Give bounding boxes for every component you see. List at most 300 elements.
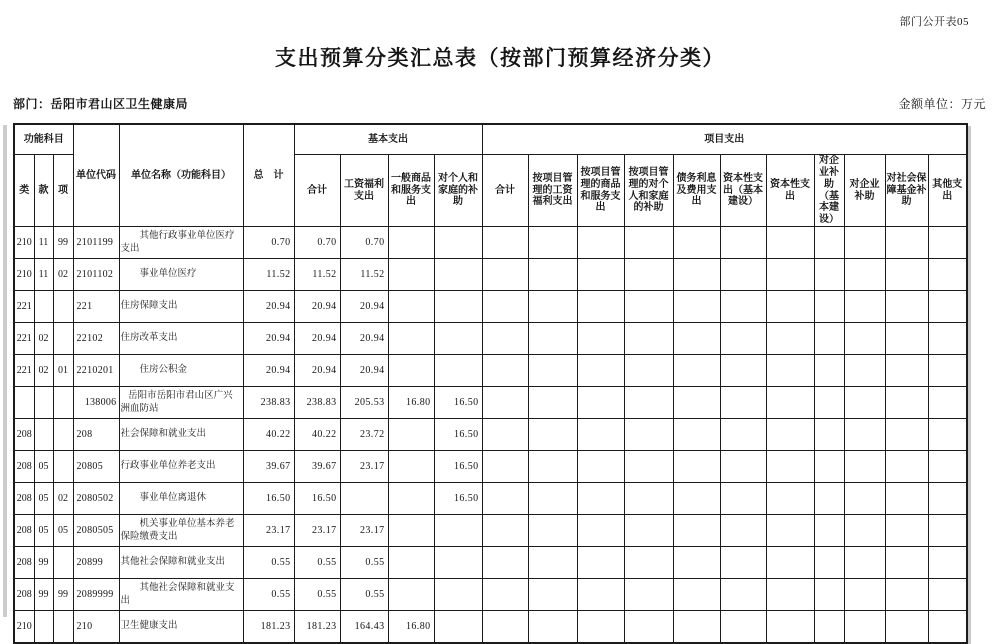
cell-section-code: 02 bbox=[34, 355, 53, 387]
table-row bbox=[14, 483, 967, 515]
cell-value bbox=[814, 483, 844, 515]
cell-value bbox=[885, 387, 928, 419]
cell-section-code: 05 bbox=[34, 451, 53, 483]
cell-value bbox=[624, 227, 673, 259]
cell-value bbox=[766, 227, 814, 259]
table-row bbox=[14, 259, 967, 291]
cell-value: 20.94 bbox=[340, 355, 388, 387]
cell-item-code: 05 bbox=[53, 515, 73, 547]
cell-unit-name: 岳阳市岳阳市君山区广兴洲血防站 bbox=[119, 387, 243, 419]
cell-value bbox=[388, 355, 434, 387]
cell-value bbox=[528, 387, 577, 419]
col-header-unit-name: 单位名称（功能科目） bbox=[119, 124, 243, 227]
cell-value bbox=[766, 259, 814, 291]
cell-value bbox=[928, 355, 967, 387]
cell-value bbox=[844, 419, 885, 451]
cell-unit-name: 社会保障和就业支出 bbox=[119, 419, 243, 451]
cell-value bbox=[388, 483, 434, 515]
cell-class-code: 208 bbox=[14, 419, 34, 451]
col-group-project-expenditure: 项目支出 bbox=[482, 124, 967, 155]
cell-class-code: 210 bbox=[14, 227, 34, 259]
cell-class-code: 221 bbox=[14, 355, 34, 387]
cell-value: 16.50 bbox=[434, 387, 482, 419]
cell-value bbox=[844, 579, 885, 611]
cell-value bbox=[388, 547, 434, 579]
table-row bbox=[14, 323, 967, 355]
cell-value bbox=[577, 579, 624, 611]
cell-value bbox=[673, 483, 720, 515]
cell-value: 181.23 bbox=[243, 611, 294, 644]
cell-value bbox=[928, 387, 967, 419]
cell-value bbox=[528, 291, 577, 323]
cell-class-code: 221 bbox=[14, 291, 34, 323]
cell-value bbox=[434, 579, 482, 611]
cell-value bbox=[528, 323, 577, 355]
cell-value: 39.67 bbox=[243, 451, 294, 483]
cell-value: 0.55 bbox=[243, 579, 294, 611]
table-row bbox=[14, 451, 967, 483]
cell-section-code: 99 bbox=[34, 547, 53, 579]
table-row bbox=[14, 227, 967, 259]
cell-unit-name: 住房改革支出 bbox=[119, 323, 243, 355]
cell-value bbox=[482, 355, 528, 387]
cell-value: 20.94 bbox=[294, 291, 340, 323]
cell-value bbox=[482, 291, 528, 323]
cell-value bbox=[766, 579, 814, 611]
cell-value: 11.52 bbox=[243, 259, 294, 291]
cell-value bbox=[720, 387, 766, 419]
cell-unit-name: 行政事业单位养老支出 bbox=[119, 451, 243, 483]
cell-value bbox=[928, 515, 967, 547]
cell-value bbox=[434, 611, 482, 644]
cell-item-code bbox=[53, 419, 73, 451]
cell-value bbox=[528, 483, 577, 515]
cell-value: 20.94 bbox=[340, 291, 388, 323]
cell-value bbox=[482, 579, 528, 611]
cell-value bbox=[482, 483, 528, 515]
col-header-project-social-security-fund-subsidy: 对社会保障基金补助 bbox=[885, 155, 928, 227]
cell-value bbox=[482, 611, 528, 644]
cell-value bbox=[577, 323, 624, 355]
cell-value bbox=[928, 259, 967, 291]
col-header-grand-total: 总 计 bbox=[243, 124, 294, 227]
cell-value bbox=[577, 387, 624, 419]
cell-value bbox=[766, 355, 814, 387]
cell-value bbox=[928, 419, 967, 451]
cell-section-code bbox=[34, 611, 53, 644]
cell-unit-code: 20899 bbox=[73, 547, 119, 579]
cell-value bbox=[720, 579, 766, 611]
cell-value bbox=[624, 419, 673, 451]
cell-value bbox=[814, 259, 844, 291]
page-edge-shadow bbox=[3, 125, 7, 617]
cell-value bbox=[928, 291, 967, 323]
cell-value bbox=[434, 291, 482, 323]
cell-value bbox=[482, 323, 528, 355]
col-header-basic-salary-welfare: 工资福利支出 bbox=[340, 155, 388, 227]
cell-item-code: 01 bbox=[53, 355, 73, 387]
cell-value bbox=[928, 611, 967, 644]
cell-value bbox=[720, 515, 766, 547]
page-title: 支出预算分类汇总表（按部门预算经济分类） bbox=[275, 47, 725, 70]
cell-value bbox=[814, 355, 844, 387]
cell-value: 20.94 bbox=[243, 355, 294, 387]
cell-section-code bbox=[34, 387, 53, 419]
col-header-basic-goods-services: 一般商品和服务支出 bbox=[388, 155, 434, 227]
cell-value bbox=[577, 451, 624, 483]
cell-value: 0.55 bbox=[340, 579, 388, 611]
cell-value bbox=[720, 323, 766, 355]
cell-unit-name: 其他社会保障和就业支出 bbox=[119, 579, 243, 611]
cell-value bbox=[340, 483, 388, 515]
cell-value bbox=[624, 611, 673, 644]
cell-value bbox=[528, 547, 577, 579]
cell-class-code: 210 bbox=[14, 259, 34, 291]
cell-value: 11.52 bbox=[294, 259, 340, 291]
cell-value bbox=[885, 611, 928, 644]
cell-value bbox=[720, 227, 766, 259]
cell-value bbox=[766, 451, 814, 483]
cell-value bbox=[885, 259, 928, 291]
cell-value bbox=[673, 387, 720, 419]
cell-item-code bbox=[53, 547, 73, 579]
cell-value bbox=[482, 451, 528, 483]
cell-unit-code: 2210201 bbox=[73, 355, 119, 387]
col-header-basic-personal-family: 对个人和家庭的补助 bbox=[434, 155, 482, 227]
cell-value bbox=[885, 291, 928, 323]
col-header-section: 款 bbox=[34, 155, 53, 227]
cell-value bbox=[766, 419, 814, 451]
cell-unit-code: 20805 bbox=[73, 451, 119, 483]
table-row bbox=[14, 515, 967, 547]
col-header-class: 类 bbox=[14, 155, 34, 227]
cell-value bbox=[482, 515, 528, 547]
cell-value: 11.52 bbox=[340, 259, 388, 291]
cell-value bbox=[814, 387, 844, 419]
cell-value bbox=[624, 387, 673, 419]
cell-value bbox=[482, 419, 528, 451]
cell-value bbox=[673, 611, 720, 644]
cell-unit-code: 210 bbox=[73, 611, 119, 644]
budget-table bbox=[13, 123, 968, 644]
cell-class-code: 208 bbox=[14, 579, 34, 611]
cell-class-code: 210 bbox=[14, 611, 34, 644]
cell-value bbox=[928, 451, 967, 483]
cell-value: 23.17 bbox=[340, 515, 388, 547]
cell-value bbox=[577, 259, 624, 291]
cell-value bbox=[482, 259, 528, 291]
cell-value bbox=[885, 483, 928, 515]
cell-value bbox=[673, 515, 720, 547]
cell-value bbox=[766, 291, 814, 323]
cell-value bbox=[528, 259, 577, 291]
cell-unit-name: 其他行政事业单位医疗支出 bbox=[119, 227, 243, 259]
cell-section-code: 05 bbox=[34, 515, 53, 547]
col-header-project-debt-interest: 债务利息及费用支出 bbox=[673, 155, 720, 227]
cell-value bbox=[577, 227, 624, 259]
cell-value: 16.50 bbox=[434, 483, 482, 515]
cell-class-code: 208 bbox=[14, 547, 34, 579]
cell-value: 20.94 bbox=[294, 323, 340, 355]
cell-value bbox=[766, 515, 814, 547]
col-header-unit-code: 单位代码 bbox=[73, 124, 119, 227]
cell-value bbox=[577, 355, 624, 387]
cell-unit-code: 2101199 bbox=[73, 227, 119, 259]
cell-unit-name: 事业单位医疗 bbox=[119, 259, 243, 291]
cell-value bbox=[814, 579, 844, 611]
cell-item-code: 02 bbox=[53, 483, 73, 515]
table-row bbox=[14, 291, 967, 323]
cell-item-code bbox=[53, 323, 73, 355]
cell-value: 0.55 bbox=[294, 547, 340, 579]
cell-value bbox=[766, 611, 814, 644]
col-header-project-personal-family: 按项目管理的对个人和家庭的补助 bbox=[624, 155, 673, 227]
cell-value bbox=[928, 547, 967, 579]
cell-item-code: 99 bbox=[53, 227, 73, 259]
cell-value bbox=[528, 579, 577, 611]
cell-value bbox=[766, 323, 814, 355]
cell-value bbox=[844, 515, 885, 547]
cell-section-code: 11 bbox=[34, 227, 53, 259]
cell-value: 20.94 bbox=[340, 323, 388, 355]
col-header-project-goods-services: 按项目管理的商品和服务支出 bbox=[577, 155, 624, 227]
cell-section-code: 05 bbox=[34, 483, 53, 515]
cell-value bbox=[673, 419, 720, 451]
cell-value: 23.17 bbox=[340, 451, 388, 483]
cell-value bbox=[844, 483, 885, 515]
cell-unit-code: 2101102 bbox=[73, 259, 119, 291]
cell-value bbox=[624, 483, 673, 515]
cell-value bbox=[434, 227, 482, 259]
cell-value bbox=[388, 451, 434, 483]
cell-value bbox=[928, 227, 967, 259]
col-header-item: 项 bbox=[53, 155, 73, 227]
cell-value bbox=[814, 323, 844, 355]
cell-value bbox=[885, 515, 928, 547]
col-header-project-other: 其他支出 bbox=[928, 155, 967, 227]
cell-value bbox=[528, 419, 577, 451]
budget-table-wrap bbox=[13, 123, 966, 644]
cell-value: 164.43 bbox=[340, 611, 388, 644]
doc-sheet-label: 部门公开表05 bbox=[899, 16, 969, 28]
cell-value: 238.83 bbox=[294, 387, 340, 419]
table-row bbox=[14, 419, 967, 451]
cell-value: 20.94 bbox=[294, 355, 340, 387]
cell-value bbox=[844, 387, 885, 419]
cell-value bbox=[624, 547, 673, 579]
cell-value bbox=[482, 387, 528, 419]
cell-value bbox=[388, 323, 434, 355]
col-header-basic-total: 合计 bbox=[294, 155, 340, 227]
cell-value bbox=[388, 515, 434, 547]
cell-value bbox=[577, 291, 624, 323]
cell-value bbox=[885, 547, 928, 579]
cell-unit-code: 22102 bbox=[73, 323, 119, 355]
col-header-project-salary-welfare: 按项目管理的工资福利支出 bbox=[528, 155, 577, 227]
cell-item-code bbox=[53, 291, 73, 323]
cell-value bbox=[528, 451, 577, 483]
cell-value bbox=[528, 611, 577, 644]
cell-value: 16.50 bbox=[434, 419, 482, 451]
cell-value: 238.83 bbox=[243, 387, 294, 419]
cell-value bbox=[434, 547, 482, 579]
col-header-project-capital: 资本性支出 bbox=[766, 155, 814, 227]
cell-unit-code: 221 bbox=[73, 291, 119, 323]
cell-value bbox=[624, 515, 673, 547]
cell-value bbox=[388, 227, 434, 259]
cell-value bbox=[928, 579, 967, 611]
cell-value bbox=[720, 419, 766, 451]
cell-value bbox=[388, 291, 434, 323]
cell-item-code: 02 bbox=[53, 259, 73, 291]
table-row bbox=[14, 387, 967, 419]
cell-value bbox=[673, 579, 720, 611]
cell-value bbox=[577, 611, 624, 644]
cell-value: 23.72 bbox=[340, 419, 388, 451]
table-row bbox=[14, 579, 967, 611]
cell-value bbox=[844, 227, 885, 259]
amount-unit-label: 金额单位：万元 bbox=[898, 97, 986, 111]
cell-section-code bbox=[34, 419, 53, 451]
cell-value: 0.70 bbox=[340, 227, 388, 259]
cell-value bbox=[388, 259, 434, 291]
cell-value: 205.53 bbox=[340, 387, 388, 419]
cell-value bbox=[482, 227, 528, 259]
cell-value bbox=[528, 355, 577, 387]
cell-value: 16.50 bbox=[243, 483, 294, 515]
cell-unit-name: 住房公积金 bbox=[119, 355, 243, 387]
cell-value bbox=[720, 483, 766, 515]
cell-value bbox=[766, 547, 814, 579]
header-group-row bbox=[14, 124, 967, 155]
cell-value bbox=[766, 483, 814, 515]
cell-section-code: 02 bbox=[34, 323, 53, 355]
cell-value bbox=[673, 227, 720, 259]
cell-class-code: 208 bbox=[14, 483, 34, 515]
cell-value bbox=[624, 355, 673, 387]
cell-unit-code: 138006 bbox=[73, 387, 119, 419]
cell-item-code bbox=[53, 611, 73, 644]
cell-value: 0.70 bbox=[294, 227, 340, 259]
cell-unit-name: 其他社会保障和就业支出 bbox=[119, 547, 243, 579]
cell-value bbox=[673, 451, 720, 483]
cell-class-code: 208 bbox=[14, 515, 34, 547]
cell-value bbox=[814, 419, 844, 451]
col-group-functional-subject: 功能科目 bbox=[14, 124, 73, 155]
table-row bbox=[14, 355, 967, 387]
cell-class-code bbox=[14, 387, 34, 419]
cell-unit-name: 事业单位离退休 bbox=[119, 483, 243, 515]
cell-value bbox=[388, 419, 434, 451]
cell-value bbox=[673, 355, 720, 387]
cell-item-code: 99 bbox=[53, 579, 73, 611]
cell-value: 0.55 bbox=[294, 579, 340, 611]
table-row bbox=[14, 547, 967, 579]
cell-value bbox=[434, 323, 482, 355]
cell-value: 23.17 bbox=[243, 515, 294, 547]
cell-value: 0.55 bbox=[340, 547, 388, 579]
cell-unit-name: 卫生健康支出 bbox=[119, 611, 243, 644]
cell-value bbox=[766, 387, 814, 419]
col-header-project-capital-basic-construction: 资本性支出（基本建设） bbox=[720, 155, 766, 227]
cell-value bbox=[928, 483, 967, 515]
cell-value: 0.70 bbox=[243, 227, 294, 259]
col-header-project-enterprise-subsidy-basic-construction: 对企业补助（基本建设） bbox=[814, 155, 844, 227]
cell-value bbox=[814, 291, 844, 323]
cell-value bbox=[814, 547, 844, 579]
cell-value: 16.50 bbox=[434, 451, 482, 483]
cell-value bbox=[844, 291, 885, 323]
cell-value bbox=[885, 355, 928, 387]
cell-value bbox=[673, 323, 720, 355]
cell-value bbox=[885, 227, 928, 259]
cell-section-code: 11 bbox=[34, 259, 53, 291]
cell-section-code bbox=[34, 291, 53, 323]
cell-unit-code: 2089999 bbox=[73, 579, 119, 611]
col-header-project-enterprise-subsidy: 对企业补助 bbox=[844, 155, 885, 227]
cell-value bbox=[673, 259, 720, 291]
cell-value bbox=[720, 611, 766, 644]
cell-value bbox=[928, 323, 967, 355]
cell-value: 181.23 bbox=[294, 611, 340, 644]
cell-value bbox=[720, 259, 766, 291]
cell-value: 23.17 bbox=[294, 515, 340, 547]
cell-value bbox=[885, 451, 928, 483]
cell-value bbox=[434, 515, 482, 547]
cell-unit-code: 2080502 bbox=[73, 483, 119, 515]
cell-value: 16.80 bbox=[388, 611, 434, 644]
cell-value bbox=[844, 547, 885, 579]
cell-item-code bbox=[53, 451, 73, 483]
cell-value bbox=[577, 515, 624, 547]
cell-value bbox=[624, 291, 673, 323]
cell-item-code bbox=[53, 387, 73, 419]
cell-section-code: 99 bbox=[34, 579, 53, 611]
cell-value bbox=[673, 291, 720, 323]
cell-value: 40.22 bbox=[243, 419, 294, 451]
cell-value bbox=[388, 579, 434, 611]
cell-value bbox=[720, 451, 766, 483]
table-row bbox=[14, 611, 967, 644]
cell-value bbox=[720, 547, 766, 579]
cell-value: 20.94 bbox=[243, 323, 294, 355]
cell-value bbox=[434, 259, 482, 291]
cell-value bbox=[814, 227, 844, 259]
cell-value bbox=[814, 451, 844, 483]
cell-value bbox=[528, 227, 577, 259]
cell-value bbox=[885, 323, 928, 355]
cell-value: 40.22 bbox=[294, 419, 340, 451]
cell-value bbox=[624, 259, 673, 291]
col-header-project-total: 合计 bbox=[482, 155, 528, 227]
cell-value bbox=[814, 515, 844, 547]
cell-value bbox=[885, 579, 928, 611]
cell-value bbox=[577, 483, 624, 515]
cell-unit-code: 208 bbox=[73, 419, 119, 451]
cell-unit-name: 住房保障支出 bbox=[119, 291, 243, 323]
meta-row bbox=[13, 95, 986, 112]
cell-value: 0.55 bbox=[243, 547, 294, 579]
cell-value bbox=[528, 515, 577, 547]
cell-unit-code: 2080505 bbox=[73, 515, 119, 547]
cell-value bbox=[844, 323, 885, 355]
cell-unit-name: 机关事业单位基本养老保险缴费支出 bbox=[119, 515, 243, 547]
cell-value bbox=[844, 355, 885, 387]
cell-value bbox=[577, 547, 624, 579]
cell-value bbox=[673, 547, 720, 579]
cell-value bbox=[814, 611, 844, 644]
cell-class-code: 221 bbox=[14, 323, 34, 355]
